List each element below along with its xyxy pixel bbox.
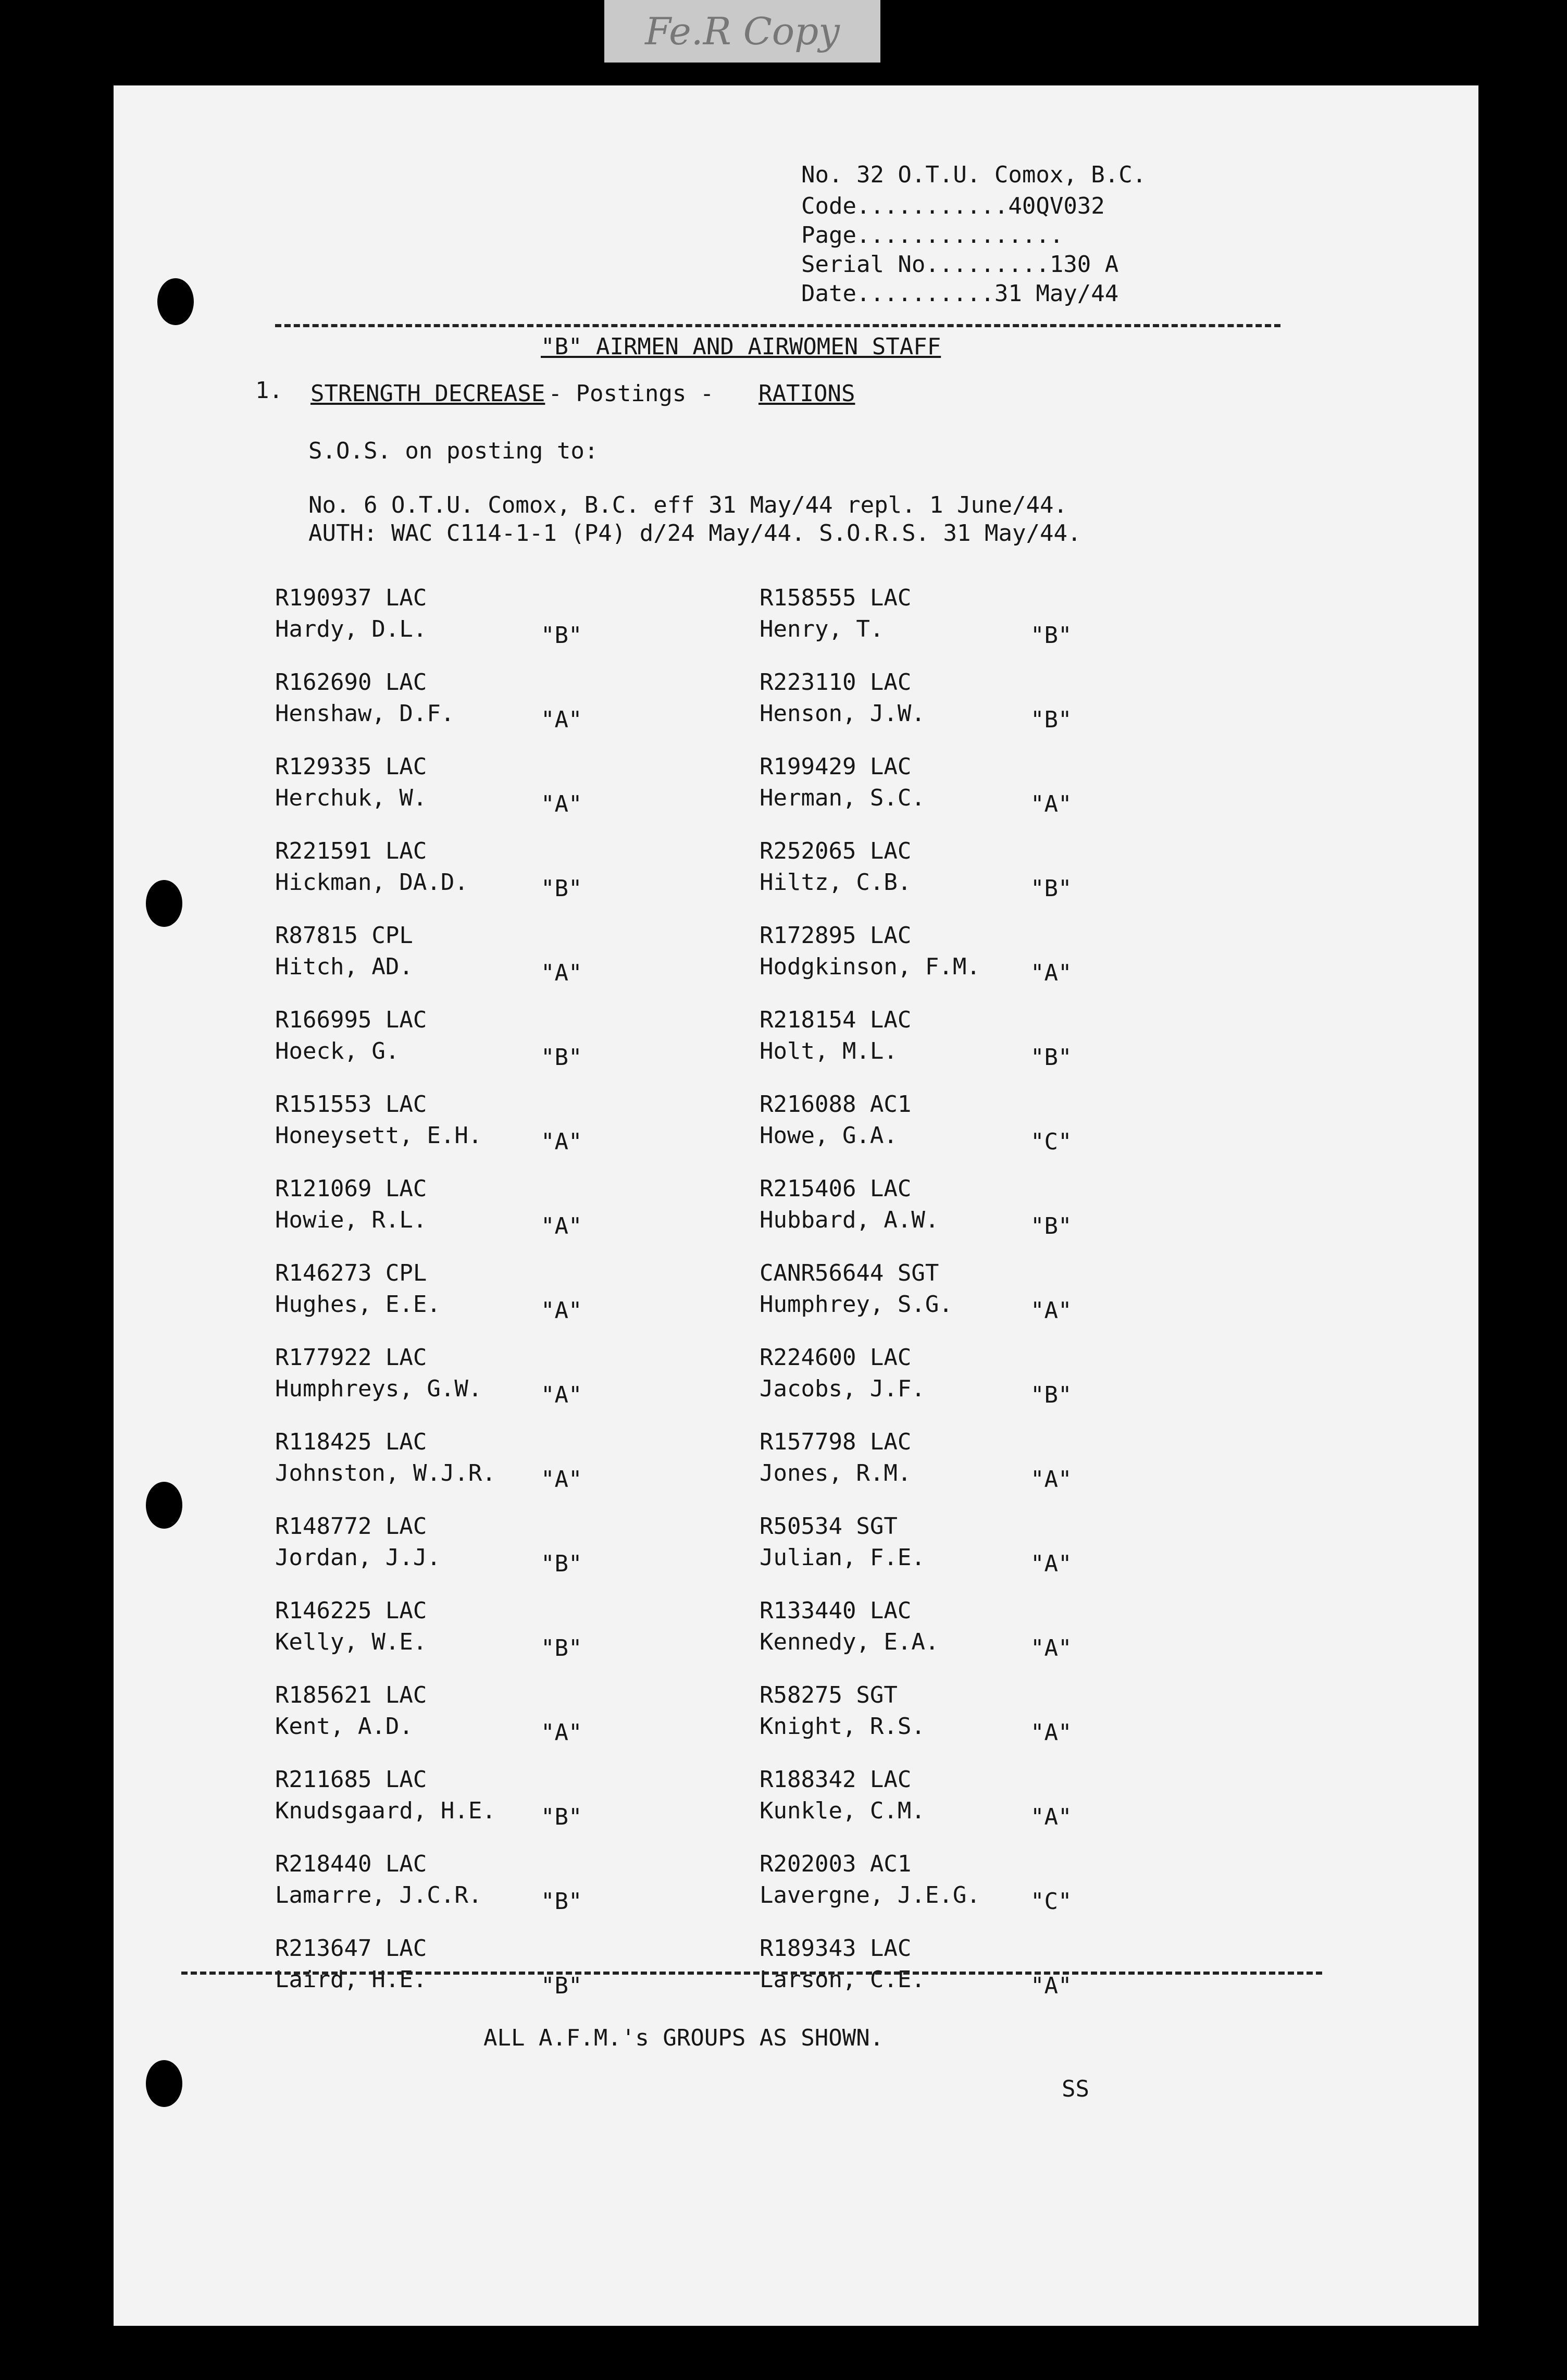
serial-line: Serial No.........130 A <box>801 251 1119 278</box>
airman-name: Holt, M.L. <box>760 1038 898 1064</box>
service-number-rank: R252065 LAC <box>760 838 912 864</box>
service-number-rank: R189343 LAC <box>760 1935 912 1962</box>
code-line: Code...........40QV032 <box>801 193 1105 219</box>
service-number-rank: R218440 LAC <box>275 1851 427 1877</box>
afm-group: "B" <box>541 1973 582 1999</box>
heading-strength-decrease: STRENGTH DECREASE <box>310 380 545 407</box>
airman-name: Larson, C.E. <box>760 1966 925 1993</box>
airman-name: Jordan, J.J. <box>275 1544 441 1571</box>
service-number-rank: R185621 LAC <box>275 1682 427 1708</box>
afm-group: "A" <box>541 706 582 733</box>
afm-group: "A" <box>541 791 582 817</box>
airman-name: Henshaw, D.F. <box>275 700 455 727</box>
afm-group: "A" <box>541 1297 582 1324</box>
service-number-rank: R133440 LAC <box>760 1597 912 1624</box>
afm-group: "B" <box>1030 1044 1072 1071</box>
airman-name: Kelly, W.E. <box>275 1629 427 1655</box>
afm-group: "B" <box>1030 706 1072 733</box>
service-number-rank: R211685 LAC <box>275 1766 427 1793</box>
service-number-rank: R202003 AC1 <box>760 1851 912 1877</box>
airman-name: Lamarre, J.C.R. <box>275 1882 482 1908</box>
airman-name: Hardy, D.L. <box>275 616 427 642</box>
airman-name: Hiltz, C.B. <box>760 869 912 896</box>
service-number-rank: R199429 LAC <box>760 753 912 780</box>
airman-name: Howie, R.L. <box>275 1207 427 1233</box>
item-number: 1. <box>255 377 283 404</box>
service-number-rank: R213647 LAC <box>275 1935 427 1962</box>
airman-name: Hubbard, A.W. <box>760 1207 939 1233</box>
service-number-rank: R50534 SGT <box>760 1513 898 1540</box>
service-number-rank: R188342 LAC <box>760 1766 912 1793</box>
service-number-rank: R157798 LAC <box>760 1429 912 1455</box>
service-number-rank: R58275 SGT <box>760 1682 898 1708</box>
afm-group: "A" <box>541 1382 582 1408</box>
service-number-rank: R221591 LAC <box>275 838 427 864</box>
airman-name: Howe, G.A. <box>760 1122 898 1149</box>
service-number-rank: R166995 LAC <box>275 1007 427 1033</box>
service-number-rank: R218154 LAC <box>760 1007 912 1033</box>
airman-name: Hoeck, G. <box>275 1038 400 1064</box>
service-number-rank: R148772 LAC <box>275 1513 427 1540</box>
afm-group: "B" <box>541 622 582 649</box>
airman-name: Jones, R.M. <box>760 1460 912 1486</box>
service-number-rank: R216088 AC1 <box>760 1091 912 1118</box>
service-number-rank: R223110 LAC <box>760 669 912 696</box>
afm-group: "A" <box>1030 1297 1072 1324</box>
airman-name: Kennedy, E.A. <box>760 1629 939 1655</box>
sos-line: S.O.S. on posting to: <box>308 438 599 464</box>
service-number-rank: R158555 LAC <box>760 585 912 611</box>
service-number-rank: R172895 LAC <box>760 922 912 949</box>
afm-group: "B" <box>541 1888 582 1915</box>
airman-name: Knudsgaard, H.E. <box>275 1798 496 1824</box>
airman-name: Herchuk, W. <box>275 785 427 811</box>
section-title: "B" AIRMEN AND AIRWOMEN STAFF <box>541 333 941 360</box>
service-number-rank: R129335 LAC <box>275 753 427 780</box>
punch-hole <box>146 1482 182 1529</box>
afm-group: "A" <box>1030 1804 1072 1830</box>
service-number-rank: R224600 LAC <box>760 1344 912 1371</box>
airman-name: Humphrey, S.G. <box>760 1291 953 1318</box>
service-number-rank: R146225 LAC <box>275 1597 427 1624</box>
airman-name: Henry, T. <box>760 616 884 642</box>
afm-group: "A" <box>1030 1635 1072 1662</box>
afm-group: "A" <box>541 1129 582 1155</box>
heading-rations: RATIONS <box>758 380 855 407</box>
punch-hole <box>146 880 182 927</box>
airman-name: Humphreys, G.W. <box>275 1375 482 1402</box>
afm-group: "C" <box>1030 1129 1072 1155</box>
afm-group: "B" <box>541 1804 582 1830</box>
afm-group: "A" <box>1030 1466 1072 1493</box>
service-number-rank: R215406 LAC <box>760 1175 912 1202</box>
service-number-rank: R190937 LAC <box>275 585 427 611</box>
service-number-rank: R151553 LAC <box>275 1091 427 1118</box>
airman-name: Johnston, W.J.R. <box>275 1460 496 1486</box>
afm-group: "B" <box>541 1551 582 1577</box>
airman-name: Honeysett, E.H. <box>275 1122 482 1149</box>
punch-hole <box>157 278 194 325</box>
afm-group: "B" <box>541 875 582 902</box>
airman-name: Hughes, E.E. <box>275 1291 441 1318</box>
airman-name: Hickman, DA.D. <box>275 869 468 896</box>
posting-line: No. 6 O.T.U. Comox, B.C. eff 31 May/44 repl. 1 June/44. <box>308 492 1067 518</box>
document-page <box>114 85 1478 2326</box>
afm-group: "A" <box>1030 1551 1072 1577</box>
unit-line: No. 32 O.T.U. Comox, B.C. <box>801 162 1147 188</box>
page-line: Page............... <box>801 222 1064 249</box>
afm-group: "B" <box>1030 875 1072 902</box>
airman-name: Hodgkinson, F.M. <box>760 953 980 980</box>
afm-group: "A" <box>1030 791 1072 817</box>
afm-group: "A" <box>1030 960 1072 986</box>
typist-initials: SS <box>1062 2076 1089 2102</box>
airman-name: Henson, J.W. <box>760 700 925 727</box>
service-number-rank: R87815 CPL <box>275 922 413 949</box>
airman-name: Knight, R.S. <box>760 1713 925 1740</box>
afm-group: "A" <box>541 1213 582 1239</box>
afm-group: "A" <box>541 960 582 986</box>
afm-group: "A" <box>541 1719 582 1746</box>
afm-group: "B" <box>1030 1213 1072 1239</box>
afm-group: "A" <box>1030 1719 1072 1746</box>
service-number-rank: R162690 LAC <box>275 669 427 696</box>
afm-group: "C" <box>1030 1888 1072 1915</box>
airman-name: Lavergne, J.E.G. <box>760 1882 980 1908</box>
afm-group: "A" <box>1030 1973 1072 1999</box>
airman-name: Kunkle, C.M. <box>760 1798 925 1824</box>
afm-group: "B" <box>1030 1382 1072 1408</box>
airman-name: Herman, S.C. <box>760 785 925 811</box>
airman-name: Kent, A.D. <box>275 1713 413 1740</box>
date-line: Date..........31 May/44 <box>801 280 1119 307</box>
airman-name: Laird, H.E. <box>275 1966 427 1993</box>
service-number-rank: CANR56644 SGT <box>760 1260 939 1286</box>
service-number-rank: R118425 LAC <box>275 1429 427 1455</box>
footer-divider <box>181 1972 1322 1975</box>
airman-name: Jacobs, J.F. <box>760 1375 925 1402</box>
afm-group: "B" <box>541 1044 582 1071</box>
service-number-rank: R121069 LAC <box>275 1175 427 1202</box>
afm-group: "B" <box>541 1635 582 1662</box>
airman-name: Julian, F.E. <box>760 1544 925 1571</box>
authority-line: AUTH: WAC C114-1-1 (P4) d/24 May/44. S.O.R.S. 31 May/44. <box>308 520 1081 547</box>
afm-group: "B" <box>1030 622 1072 649</box>
punch-hole <box>146 2060 182 2107</box>
heading-postings: - Postings - <box>534 380 728 407</box>
service-number-rank: R146273 CPL <box>275 1260 427 1286</box>
afm-group: "A" <box>541 1466 582 1493</box>
footer-note: ALL A.F.M.'s GROUPS AS SHOWN. <box>483 2025 884 2051</box>
header-divider <box>275 324 1280 327</box>
service-number-rank: R177922 LAC <box>275 1344 427 1371</box>
copy-stamp: Fe.R Copy <box>604 0 880 63</box>
airman-name: Hitch, AD. <box>275 953 413 980</box>
